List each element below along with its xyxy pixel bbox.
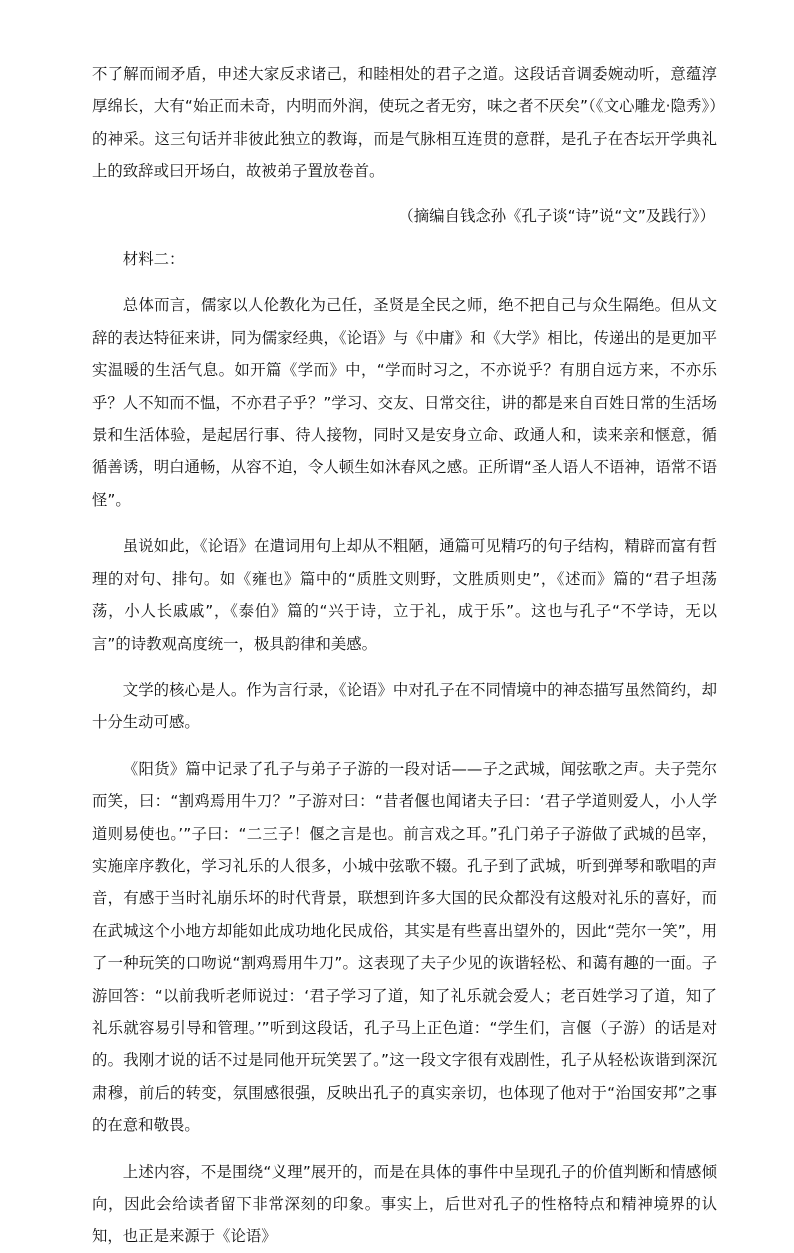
paragraph-overview: 总体而言，儒家以人伦教化为己任，圣贤是全民之师，绝不把自己与众生隔绝。但从文辞的表达特征来讲，同为儒家经典，《论语》与《中庸》和《大学》相比，传递出的是更加平实温暖的生活气息。如开篇《学而》中，“学而时习之，不亦说乎？有朋自远方来，不亦乐乎？人不知而不愠，不亦君子乎？”学习、交友、日常交往，讲的都是来自百姓日常的生活场景和生活体验，是起居行事、待人接物，同时又是安身立命、政通人和，读来亲和惬意，循循善诱，明白通畅，从容不迫，令人顿生如沐春风之感。正所谓“圣人语人不语神，语常不语怪”。 xyxy=(92,296,717,509)
material-two-label: 材料二： xyxy=(122,250,185,269)
paragraph-core-human: 文学的核心是人。作为言行录，《论语》中对孔子在不同情境中的神态描写虽然简约，却十分生动可感。 xyxy=(92,680,717,732)
paragraph-conclusion: 上述内容，不是围绕“义理”展开的，而是在具体的事件中呈现孔子的价值判断和情感倾向，因此会给读者留下非常深刻的印象。事实上，后世对孔子的性格特点和精神境界的认知，也正是来源于《论语》 xyxy=(92,1162,717,1246)
document-body xyxy=(92,58,717,1253)
paragraph-language: 虽说如此，《论语》在遣词用句上却从不粗陋，通篇可见精巧的句子结构，精辟而富有哲理的对句、排句。如《雍也》篇中的“质胜文则野，文胜质则史”，《述而》篇的“君子坦荡荡，小人长戚戚”，《泰伯》篇的“兴于诗，立于礼，成于乐”。这也与孔子“不学诗，无以言”的诗教观高度统一，极具韵律和美感。 xyxy=(92,537,717,653)
source-note: （摘编自钱念孙《孔子谈“诗”说“文”及践行》） xyxy=(398,206,715,225)
paragraph-yanghuo-example: 《阳货》篇中记录了孔子与弟子子游的一段对话——子之武城，闻弦歌之声。夫子莞尔而笑，曰：“割鸡焉用牛刀？”子游对曰：“昔者偃也闻诸夫子曰：‘君子学道则爱人，小人学道则易使也。’”子曰：“二三子！偃之言是也。前言戏之耳。”孔门弟子子游做了武城的邑宰，实施庠序教化，学习礼乐的人很多，小城中弦歌不辍。孔子到了武城，听到弹琴和歌唱的声音，有感于当时礼崩乐坏的时代背景，联想到许多大国的民众都没有这般对礼乐的喜好，而在武城这个小地方却能如此成功地化民成俗，其实是有些喜出望外的，因此“莞尔一笑”，用了一种玩笑的口吻说“割鸡焉用牛刀”。这表现了夫子少见的诙谐轻松、和蔼有趣的一面。子游回答：“以前我听老师说过：‘君子学习了道，知了礼乐就会爱人；老百姓学习了道，知了礼乐就容易引导和管理。’”听到这段话，孔子马上正色道：“学生们，言偃（子游）的话是对的。我刚才说的话不过是同他开玩笑罢了。”这一段文字很有戏剧性，孔子从轻松诙谐到深沉肃穆，前后的转变，氛围感很强，反映出孔子的真实亲切，也体现了他对于“治国安邦”之事的在意和敬畏。 xyxy=(92,759,717,1135)
intro-paragraph: 不了解而闹矛盾，申述大家反求诸己，和睦相处的君子之道。这段话音调委婉动听，意蕴淳厚绵长，大有“始正而未奇，内明而外润，使玩之者无穷，味之者不厌矣”（《文心雕龙·隐秀》）的神采。这三句话并非彼此独立的教诲，而是气脉相互连贯的意群，是孔子在杏坛开学典礼上的致辞或曰开场白，故被弟子置放卷首。 xyxy=(92,65,717,181)
